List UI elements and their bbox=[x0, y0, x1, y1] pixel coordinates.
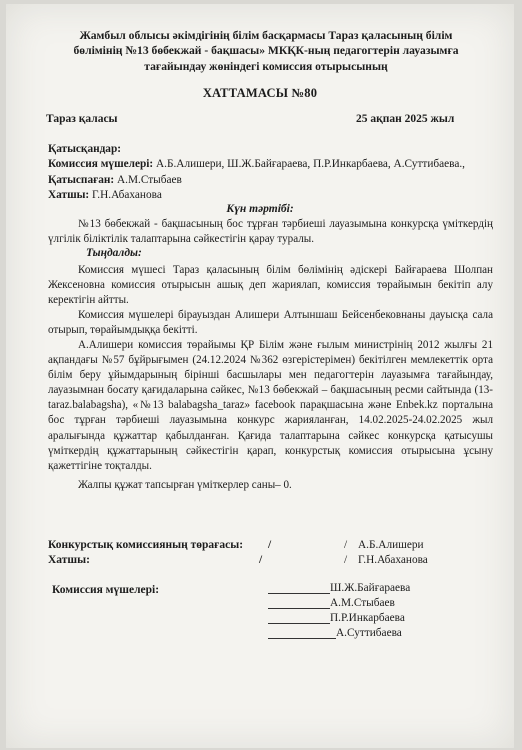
members-sign-label: Комиссия мүшелері: bbox=[52, 584, 160, 596]
heard-paragraph-2: Комиссия мүшелері бірауыздан Алишери Алтыншаш Бейсенбековнаны дауысқа сала отырып, төрайымдыққа бекітті. bbox=[48, 309, 493, 337]
secretary-label: Хатшы: bbox=[48, 188, 90, 201]
member-signature-row bbox=[268, 582, 410, 594]
agenda-heading: Күн тәртібі: bbox=[226, 203, 294, 215]
secretary-sign-label: Хатшы: bbox=[48, 554, 90, 566]
secretary-slash-2: / bbox=[344, 554, 348, 566]
chair-name: А.Б.Алишери bbox=[358, 539, 424, 551]
secretary-value: Г.Н.Абаханова bbox=[89, 188, 162, 201]
heard-paragraph-4: Жалпы құжат тапсырған үміткерлер саны– 0. bbox=[78, 479, 292, 491]
participants-block bbox=[48, 142, 488, 203]
members-value: А.Б.Алишери, Ш.Ж.Байғараева, П.Р.Инкарбаева, А.Суттибаева., bbox=[153, 158, 465, 171]
signature-line bbox=[268, 583, 330, 594]
agenda-text: №13 бөбекжай - бақшасының бос тұрған тәрбиеші лауазымына конкурсқа үміткердің үлгілік біліктілік талаптарына сәйкестігін қарау туралы. bbox=[48, 218, 493, 246]
member-signature-row bbox=[268, 627, 402, 639]
signature-line bbox=[268, 628, 336, 639]
member-name: А.М.Стыбаев bbox=[330, 597, 395, 609]
document-title: ХАТТАМАСЫ №80 bbox=[202, 86, 318, 100]
header-line-1: Жамбыл облысы әкімдігінің білім басқармасы Тараз қаласының білім bbox=[79, 29, 453, 42]
heard-paragraph-1: Комиссия мүшесі Тараз қаласының білім бөлімінің әдіскері Байғараева Шолпан Жексеновна комиссия отырысын ашық деп жариялап, комиссия төрайымын бекітіп алу керектігін айтты. bbox=[48, 264, 493, 307]
document-page bbox=[6, 4, 514, 748]
absent-label: Қатыспаған: bbox=[48, 173, 115, 186]
member-name: П.Р.Инкарбаева bbox=[330, 612, 405, 624]
signature-line bbox=[268, 613, 330, 624]
date: 25 ақпан 2025 жыл bbox=[356, 113, 455, 125]
document-header bbox=[36, 28, 496, 74]
secretary-sign-name: Г.Н.Абаханова bbox=[358, 554, 428, 566]
header-line-2: бөлімінің №13 бөбекжай - бақшасы» МКҚК-ның педагогтерін лауазымға bbox=[73, 44, 459, 58]
member-name: Ш.Ж.Байғараева bbox=[330, 582, 411, 594]
heard-heading: Тыңдалды: bbox=[86, 247, 142, 259]
city: Тараз қаласы bbox=[46, 113, 118, 125]
absent-value: А.М.Стыбаев bbox=[114, 173, 182, 186]
members-label: Комиссия мүшелері: bbox=[48, 158, 154, 171]
heard-paragraph-3: А.Алишери комиссия төрайымы ҚР Білім және ғылым министрінің 2012 жылғы 21 ақпандағы №57 бұйрығымен (24.12.2024 №362 өзгерістерімен) бекітілген мемлекеттік орта білім беру ұйымдарының бірінші басшылары мен педагогтерін лауазымға тағайындау, лауазымнан босату қағидаларына сәйкес, №13 бөбекжай – бақшасының ресми сайтында (13-taraz.balabagsha), «№13 balabagsha_taraz» facebook парақшасына және Enbek.kz порталына бос тұрған тәрбиеші лауазымына конкурс жарияланған, 14.02.2025-24.02.2025 жыл аралығында құжаттар қабылданған. Қағида талаптарына сәйкес конкурсқа қатысушы үміткердің құжаттарының сәйкестігін қарап, конкурстық комиссия отырысына ұсыну қажеттігіне тоқталды. bbox=[48, 339, 493, 472]
member-signature-row bbox=[268, 597, 395, 609]
signature-line bbox=[268, 598, 330, 609]
participants-heading: Қатысқандар: bbox=[48, 143, 122, 155]
member-name: А.Суттибаева bbox=[336, 627, 402, 639]
header-line-3: тағайындау жөніндегі комиссия отырысының bbox=[144, 59, 388, 73]
chair-slash-2: / bbox=[344, 539, 348, 551]
chair-label: Конкурстық комиссияның төрағасы: bbox=[48, 539, 244, 551]
secretary-slash-1: / bbox=[259, 554, 263, 566]
chair-slash-1: / bbox=[268, 539, 272, 551]
member-signature-row bbox=[268, 612, 405, 624]
